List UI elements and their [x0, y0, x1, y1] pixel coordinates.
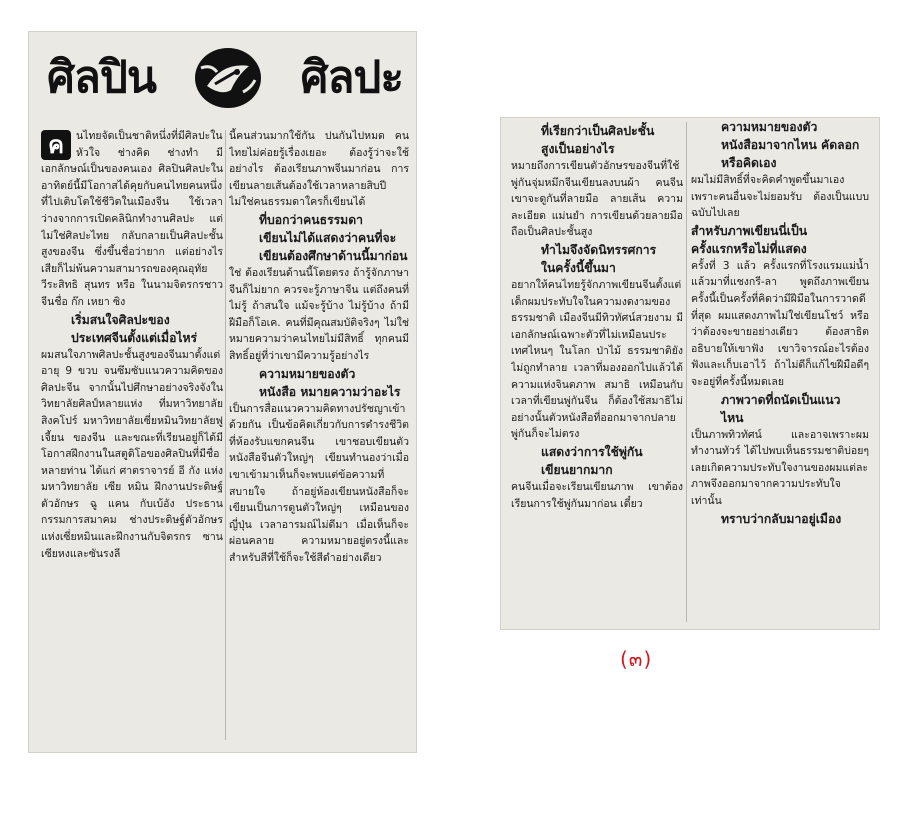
column-divider [686, 122, 687, 622]
question-heading: สำหรับภาพเขียนนี่เป็น ครั้งแรกหรือไม่ที่แสดง [691, 223, 808, 256]
question-heading: ความหมายของตัว หนังสือมาจากไหน คัดลอก หรือคิดเอง [721, 120, 860, 170]
masthead-title-right: ศิลปะ [300, 52, 403, 103]
question-heading: ทราบว่ากลับมาอยู่เมือง [721, 511, 842, 526]
answer-paragraph: นี้คนส่วนมากใช้กัน ปนกันไปหมด คนไทยไม่ค่อยรู้เรื่องเยอะ ต้องรู้ว่าจะใช้อย่างไร ต้องเรียนภาพจีนมาก่อน การเขียนลายเส้นต้องใช้เวลาหลายสิบปี ไม่ใช่คนธรรมดาใครก็เขียนได้ [229, 130, 409, 209]
answer-paragraph: ผมไม่มีสิทธิ์ที่จะคิดคำพูดขึ้นมาเอง เพราะคนอื่นจะไม่ยอมรับ ต้องเป็นแบบฉบับไปเลย [691, 174, 869, 220]
drop-cap [41, 130, 71, 160]
right-column-2 [691, 118, 869, 624]
answer-paragraph: คนจีนเมื่อจะเรียนเขียนภาพ เขาต้องเรียนการใช้พู่กันมาก่อน เดี๋ยว [511, 480, 683, 510]
answer-paragraph: ผมสนใจภาพศิลปะชั้นสูงของจีนมาตั้งแต่อายุ 9 ขวบ จนซึมซับแนวความคิดของศิลปะจีน จากนั้นไปศึกษาอย่างจริงจังในวิทยาลัยศิลป์หลายแห่ง ที่มหาวิทยาลัยสิงคโปร์ มหาวิทยาลัยเซี่ยหมินวิทยาลัยฟูเจี้ยน ของจีน และขณะที่เรียนอยู่ก็ได้มีโอกาสฝึกงานในสตูดิโอของศิลปินที่มีชื่อหลายท่าน ได้แก่ ศาตราจารย์ อี กัง แห่งมหาวิทยาลัย เซีย หมิน ฝึกงานประดิษฐ์ตัวอักษร ฉู แคน กับเบ้อัง ประธานกรรมการสมาคม ช่างประดิษฐ์ตัวอักษรแห่งเซี่ยหมินและฝึกงานกับจิตรกร ซาน เซียหงและซันรงลี [41, 348, 223, 560]
question-heading: ที่บอกว่าคนธรรมดา เขียนไม่ได้แสดงว่าคนที่จะ เขียนต้องศึกษาด้านนี้มาก่อน [259, 212, 408, 263]
answer-paragraph: ใช่ ต้องเรียนด้านนี้โดยตรง ถ้ารู้จักภาษาจีนก็ไม่ยาก ควรจะรู้ภาษาจีน แต่ถึงคนที่ไม่รู้ ถ้าสนใจ แม้จะรู้บ้าง ไม่รู้บ้าง ถ้ามีฝีมือก็โอเค. คนที่มีคุณสมบัติจริงๆ ไม่ใช่หมายความว่าคนไทยไม่มีสิทธิ์ ทุกคนมีสิทธิ์อยู่ที่ว่าเขามีความรู้อย่างไร [229, 266, 409, 362]
answer-paragraph: ครั้งที่ 3 แล้ว ครั้งแรกที่โรงแรมแม่น้ำ แล้วมาที่แชงกรี-ลา พูดถึงภาพเขียน ครั้งนี้เป็นครั้งที่คิดว่ามีฝีมือในการวาดดีที่สุด ผมแสดงภาพไม่ใช่เขียนโชว์ หรือว่าต้องจะขายอย่างเดียว ต้องสาธิตอธิบายให้เขาฟัง เขาวิจารณ์อะไรต้องฟังและเก็บเอาไว้ ถ้าไม่ดีก็แก้ไขฝีมือดีๆ จะอยู่ที่ครั้งนี้หมดเลย [691, 259, 869, 388]
drop-cap-letter: ค [47, 131, 65, 159]
question-heading: ความหมายของตัว หนังสือ หมายความว่าอะไร [259, 366, 401, 399]
left-column-1 [41, 128, 223, 746]
column-divider [225, 130, 226, 740]
question-heading: ที่เรียกว่าเป็นศิลปะชั้น สูงเป็นอย่างไร [541, 124, 655, 156]
right-clipping [501, 118, 879, 629]
answer-paragraph: อยากให้คนไทยรู้จักภาพเขียนจีนตั้งแต่เด็กผมประทับใจในความงดงามของธรรมชาติ เมืองจีนมีทิวทัศน์สวยงาม มีเอกลักษณ์เฉพาะตัวที่ไม่เหมือนประเทศไหนๆ ในโลก ป่าไม้ ธรรมชาติยังไม่ถูกทำลาย เวลาที่มองออกไปแล้วได้ความแห่งจินตภาพ สมาธิ เหมือนกับเวลาที่เขียนพู่กันจีน ก็ต้องใช้สมาธิไม่อย่างนั้นตัวหนังสือที่ออกมาจากปลายพู่กันก็จะไม่ตรง [511, 278, 683, 441]
question-heading: แสดงว่าการใช้พู่กัน เขียนยากมาก [541, 444, 643, 477]
masthead [47, 38, 403, 118]
answer-paragraph: หมายถึงการเขียนตัวอักษรของจีนที่ใช้พู่กันจุ่มหมึกจีนเขียนลงบนผ้า คนจีนเขาจะดูกันที่ลายมือ ลายเส้น ความละเอียด แม่นยำ การเขียนด้วยลายมือ ถือเป็นศิลปะชั้นสูง [511, 160, 683, 239]
left-clipping [29, 32, 416, 752]
intro-paragraph: นไทยจัดเป็นชาติหนึ่งที่มีศิลปะในหัวใจ ช่างคิด ช่างทำ มีเอกลักษณ์เป็นของคนเอง ศิลปินศิลปะในอาทิตย์นี้มีโอกาสได้คุยกับคนไทยคนหนึ่งที่ไปเติบโตใช้ชีวิตในเมืองจีน ใช้เวลาว่างจากการเปิดคลินิกทำงานศิลปะ แต่ไม่ใช่ศิลปะไทย กลับกลายเป็นศิลปะชั้นสูงของจีน ซึ่งขึ้นชื่อว่ายาก แต่อย่างไรเสียก็ไม่พ้นความสามารถของคุณอุทัย วีระสิทธิ สุนทร หรือ ในนามจิตรกรชาวจีนชื่อ ก๊ก เหยา ซิง [41, 130, 223, 308]
question-heading: ทำไมจึงจัดนิทรรศการ ในครั้งนี้ขึ้นมา [541, 242, 657, 275]
question-heading: ภาพวาดที่ถนัดเป็นแนว ไหน [721, 392, 841, 425]
question-heading: เริ่มสนใจศิลปะของ ประเทศจีนตั้งแต่เมื่อไหร่ [71, 312, 198, 345]
answer-paragraph: เป็นภาพทิวทัศน์ และอาจเพราะผมทำงานทัวร์ ได้ไปพบเห็นธรรมชาติบ่อยๆ เลยเกิดความประทับใจงานของผมแต่ละภาพจึงออกมาจากความประทับใจเท่านั้น [691, 428, 869, 507]
handwritten-page-number: (๓) [620, 647, 653, 671]
masthead-title-left: ศิลปิน [47, 52, 156, 103]
pen-nib-logo-icon [193, 46, 263, 110]
left-column-2 [229, 128, 409, 746]
answer-paragraph: เป็นการสื่อแนวความคิดทางปรัชญาเข้าด้วยกัน เป็นข้อคิดเกี่ยวกับการดำรงชีวิต ที่ห้องรับแขกคนจีน เขาชอบเขียนตัวหนังสือจีนตัวใหญ่ๆ เขียนทำนองว่าเมื่อเขาเข้ามาเห็นก็จะพบแต่ข้อความที่สบายใจ ถ้าอยู่ห้องเขียนหนังสือก็จะเขียนเป็นการดูนตัวใหญ่ๆ เหมือนของญี่ปุ่น เวลาอารมณ์ไม่ดีมา เมื่อเห็นก็จะผ่อนคลาย ความหมายอยู่ตรงนี้และสำหรับสีที่ใช้ก็จะใช้สีดำอย่างเดียว [229, 402, 409, 564]
intro-block [41, 128, 223, 311]
right-column-1 [511, 122, 683, 622]
